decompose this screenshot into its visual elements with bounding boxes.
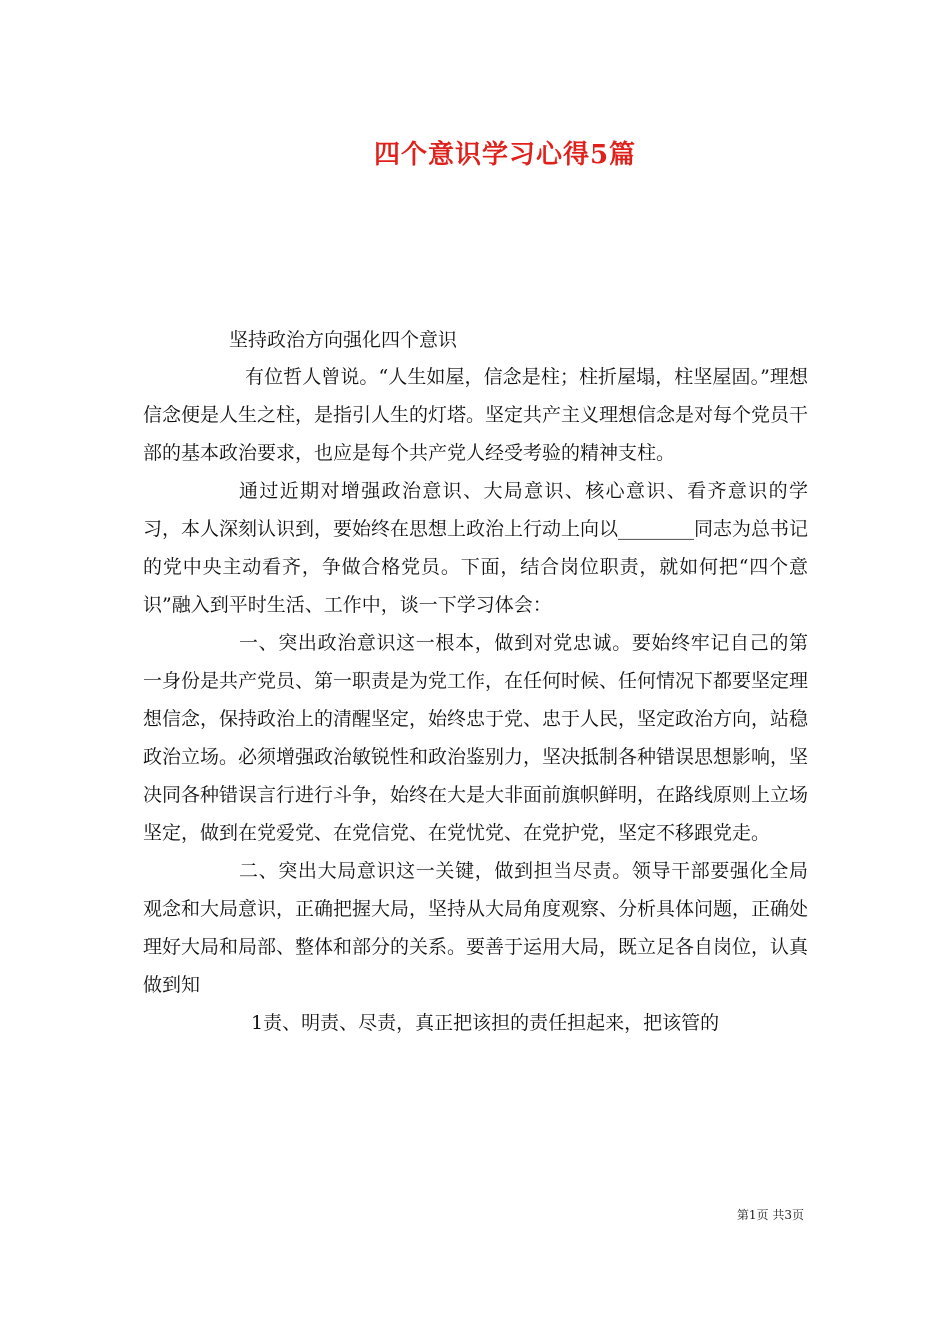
paragraph-5: 1责、明责、尽责，真正把该担的责任担起来，把该管的 [251, 1012, 720, 1034]
paragraph-3: 一、突出政治意识这一根本，做到对党忠诚。要始终牢记自己的第一身份是共产党员、第一职责是为党工作，在任何时候、任何情况下都要坚定理想信念，保持政治上的清醒坚定，始终忠于党、忠于人民，坚定政治方向，站稳政治立场。必须增强政治敏锐性和政治鉴别力，坚决抵制各种错误思想影响，坚决同各种错误言行进行斗争，始终在大是大非面前旗帜鲜明，在路线原则上立场坚定，做到在党爱党、在党信党、在党忧党、在党护党，坚定不移跟党走。 [143, 632, 809, 844]
paragraph-4: 二、突出大局意识这一关键，做到担当尽责。领导干部要强化全局观念和大局意识，正确把握大局，坚持从大局角度观察、分析具体问题，正确处理好大局和局部、整体和部分的关系。要善于运用大局，既立足各自岗位，认真做到知 [143, 860, 809, 996]
paragraph-1: 有位哲人曾说。“人生如屋，信念是柱；柱折屋塌，柱坚屋固。”理想信念便是人生之柱，是指引人生的灯塔。坚定共产主义理想信念是对每个党员干部的基本政治要求，也应是每个共产党人经受考验的精神支柱。 [143, 366, 809, 464]
paragraph-2: 通过近期对增强政治意识、大局意识、核心意识、看齐意识的学习，本人深刻认识到，要始终在思想上政治上行动上向以________同志为总书记的党中央主动看齐，争做合格党员。下面，结合岗位职责，就如何把“四个意识”融入到平时生活、工作中，谈一下学习体会： [143, 480, 809, 616]
page-number-footer: 第1页 共3页 [736, 1208, 804, 1222]
section-subheading: 坚持政治方向强化四个意识 [229, 329, 458, 351]
document-body [143, 322, 808, 1042]
document-title: 四个意识学习心得5篇 [373, 140, 637, 170]
